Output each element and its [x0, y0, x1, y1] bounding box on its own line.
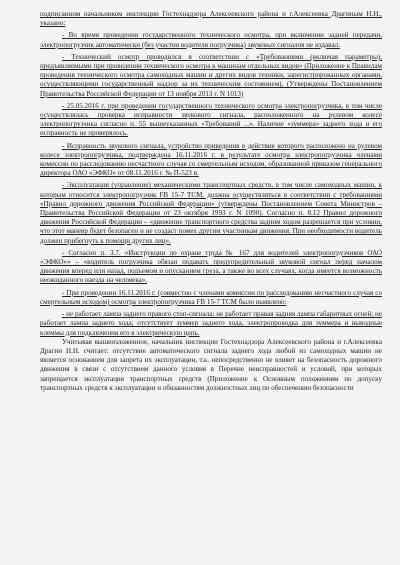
paragraph-1: подписанном начальником инспекции Гостехнадзора Алексеевского района и г.Алексеевка Драгиным Н.Н., указано: [40, 10, 382, 28]
paragraph-5: - Исправность звукового сигнала, устройство приведения в действие которого расположено на рулевом колесе электропогрузчика, подтверждена 16.11.2016 г. в результате осмотра электропогрузчика членами комиссии по расследованию несчастного случая со смертельным исходом, образованной приказом генерального директора ОАО «ЭФКО» от 08.11.2016 г. № П-523 в. [40, 141, 382, 178]
document-body [40, 10, 382, 393]
paragraph-6: - Эксплуатация (управление) механическими транспортных средств, в том числе самоходных машин, к которым относится электропогрузчик FB 15-7 TCM, должна осуществляться в соответствии с требованиями «Правил дорожного движения Российской Федерации» (утверждены Постановлением Совета Министров – Правительства Российской Федерации от 23 октября 1993 г. N 1090). Согласно п. 8.12 Правил дорожного движения Российской Федерации – «движение транспортного средства задним ходом разрешается при условии, что этот маневр будет безопасен и не создаст помех другим участникам движения. При необходимости водитель должен прибегнуть к помощи других лиц». [40, 181, 382, 245]
paragraph-7: - Согласно п. 3.7. «Инструкции по охране труда № 167 для водителей электропогрузчиков ОАО «ЭФКО»» – «водитель погрузчика обязан подавать предупредительный звуковой сигнал перед началом движения вперед или назад, подъемом и опусканием груза, а также во всех случаях, когда имеется возможность неожиданного наезда на человека». [40, 248, 382, 285]
paragraph-3: - Технический осмотр проводился в соответствии с «Требованиями (включая параметры), предъявляемыми при проведении технического осмотра к машинам отдельных видов» (Приложение к Правилам проведения технического осмотра самоходных машин и других видов техники, зарегистрированных органами, осуществляющими государственный надзор за их техническим состоянием), (Утверждены Постановлением Правительства Российской Федерации от 13 ноября 2013 г. N 1013) [40, 52, 382, 98]
paragraph-9: - не работает лампа заднего правого стоп-сигнала; не работает правая задняя лампа габаритных огней; не работает лампа заднего хода; отсутствует зуммер заднего хода, электропроводка для зуммера и выводные клеммы для подключения его в электрическую цепь. [40, 310, 382, 337]
paragraph-8: - При проведении 16.11.2016 г. (совместно с членами комиссии по расследованию несчастного случая со смертельным исходом) осмотра электропогрузчика FB 15-7 TCM было выявлено: [40, 288, 382, 306]
paragraph-4: - 25.05.2016 г. при проведении государственного технического осмотра электропогрузчика, в том числе осуществлялась проверка исправности звукового сигнала, расположенного на рулевом колесе электропогрузчика согласно п. 55 вышеуказанных «Требований ...». Наличие «зуммера» заднего хода и его исправность не проверялось. [40, 101, 382, 138]
paragraph-10: Учитывая вышеизложенное, начальник инспекции Гостехнадзора Алексеевского района и г.Алексеевка Драгин Н.Н. считает: отсутствие автоматического сигнала заднего хода любой из самоходных машин не является основанием для запрета их эксплуатации, т.к. непосредственно не влияет на безопасность дорожного движения в связи с отсутствием данного условия в Перечне неисправностей и условий, при которых запрещается эксплуатация транспортных средств (Приложение к Основным положениям по допуску транспортных средств к эксплуатации и обязанностям должностных лиц по обеспечению безопасности [40, 337, 382, 392]
paragraph-2: - Во время проведения государственного технического осмотра, при включении задней передачи, электропогрузчик автоматически (без участия водителя погрузчика) звуковых сигналов не издавал. [40, 31, 382, 49]
